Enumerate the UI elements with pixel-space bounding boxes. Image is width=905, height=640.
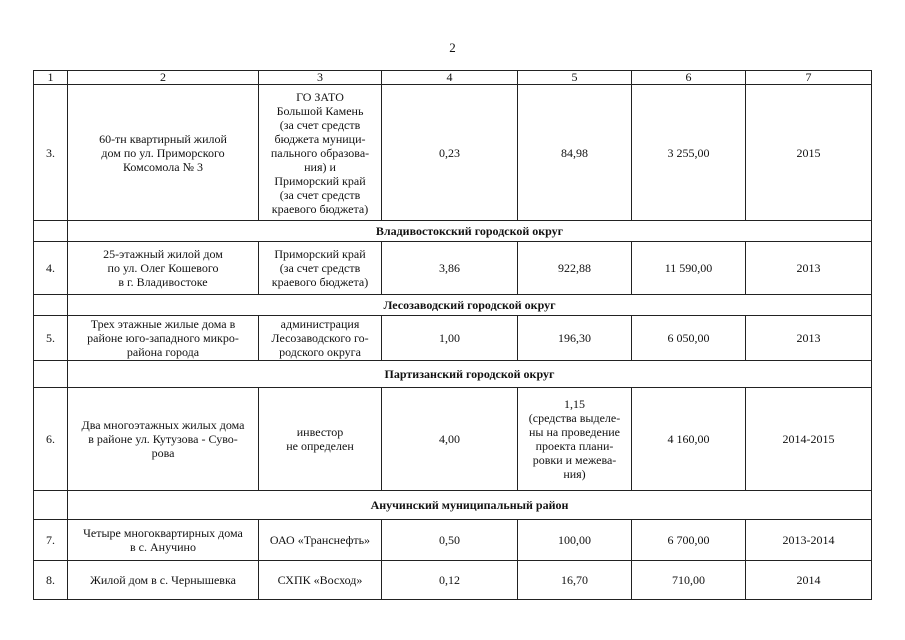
column-header: 1	[34, 71, 68, 85]
funding-source-cell: администрация Лесозаводского го- родского округа	[259, 316, 382, 361]
section-row	[34, 491, 872, 520]
value-cell: 3 255,00	[632, 85, 746, 221]
value-cell: 710,00	[632, 561, 746, 600]
column-header: 3	[259, 71, 382, 85]
column-number-row	[34, 71, 872, 85]
value-cell: 11 590,00	[632, 242, 746, 295]
section-spacer	[34, 295, 68, 316]
section-row	[34, 295, 872, 316]
section-spacer	[34, 221, 68, 242]
section-title: Владивостокский городской округ	[68, 221, 872, 242]
value-cell: 3,86	[382, 242, 518, 295]
funding-source-cell: инвестор не определен	[259, 388, 382, 491]
column-header: 5	[518, 71, 632, 85]
column-header: 4	[382, 71, 518, 85]
period-cell: 2014	[746, 561, 872, 600]
funding-source-cell: СХПК «Восход»	[259, 561, 382, 600]
period-cell: 2013-2014	[746, 520, 872, 561]
object-cell: Жилой дом в с. Чернышевка	[68, 561, 259, 600]
row-number: 7.	[34, 520, 68, 561]
page-number: 2	[449, 40, 456, 55]
value-cell: 100,00	[518, 520, 632, 561]
section-spacer	[34, 491, 68, 520]
section-row	[34, 221, 872, 242]
value-cell: 1,00	[382, 316, 518, 361]
row-number: 3.	[34, 85, 68, 221]
column-header: 2	[68, 71, 259, 85]
object-cell: 25-этажный жилой дом по ул. Олег Кошевого в г. Владивостоке	[68, 242, 259, 295]
row-number: 8.	[34, 561, 68, 600]
column-header: 6	[632, 71, 746, 85]
table-row	[34, 561, 872, 600]
value-cell: 4 160,00	[632, 388, 746, 491]
data-table	[33, 70, 872, 600]
table-row	[34, 85, 872, 221]
value-cell: 84,98	[518, 85, 632, 221]
column-header: 7	[746, 71, 872, 85]
section-spacer	[34, 361, 68, 388]
funding-source-cell: ГО ЗАТО Большой Камень (за счет средств бюджета муници- пального образова- ния) и Приморский край (за счет средств краевого бюджета)	[259, 85, 382, 221]
row-number: 4.	[34, 242, 68, 295]
table-row	[34, 242, 872, 295]
object-cell: Четыре многоквартирных дома в с. Анучино	[68, 520, 259, 561]
row-number: 6.	[34, 388, 68, 491]
period-cell: 2014-2015	[746, 388, 872, 491]
table-row	[34, 520, 872, 561]
period-cell: 2015	[746, 85, 872, 221]
value-cell: 922,88	[518, 242, 632, 295]
object-cell: Два многоэтажных жилых дома в районе ул. Кутузова - Суво- рова	[68, 388, 259, 491]
table-row	[34, 388, 872, 491]
table-row	[34, 316, 872, 361]
value-cell: 16,70	[518, 561, 632, 600]
funding-source-cell: ОАО «Транснефть»	[259, 520, 382, 561]
section-title: Партизанский городской округ	[68, 361, 872, 388]
value-cell: 196,30	[518, 316, 632, 361]
value-cell: 1,15 (средства выделе- ны на проведение проекта плани- ровки и межева- ния)	[518, 388, 632, 491]
value-cell: 6 700,00	[632, 520, 746, 561]
value-cell: 0,12	[382, 561, 518, 600]
funding-source-cell: Приморский край (за счет средств краевого бюджета)	[259, 242, 382, 295]
object-cell: Трех этажные жилые дома в районе юго-западного микро- района города	[68, 316, 259, 361]
period-cell: 2013	[746, 316, 872, 361]
section-title: Анучинский муниципальный район	[68, 491, 872, 520]
period-cell: 2013	[746, 242, 872, 295]
section-row	[34, 361, 872, 388]
value-cell: 0,50	[382, 520, 518, 561]
value-cell: 6 050,00	[632, 316, 746, 361]
value-cell: 0,23	[382, 85, 518, 221]
object-cell: 60-тн квартирный жилой дом по ул. Приморского Комсомола № 3	[68, 85, 259, 221]
value-cell: 4,00	[382, 388, 518, 491]
row-number: 5.	[34, 316, 68, 361]
section-title: Лесозаводский городской округ	[68, 295, 872, 316]
